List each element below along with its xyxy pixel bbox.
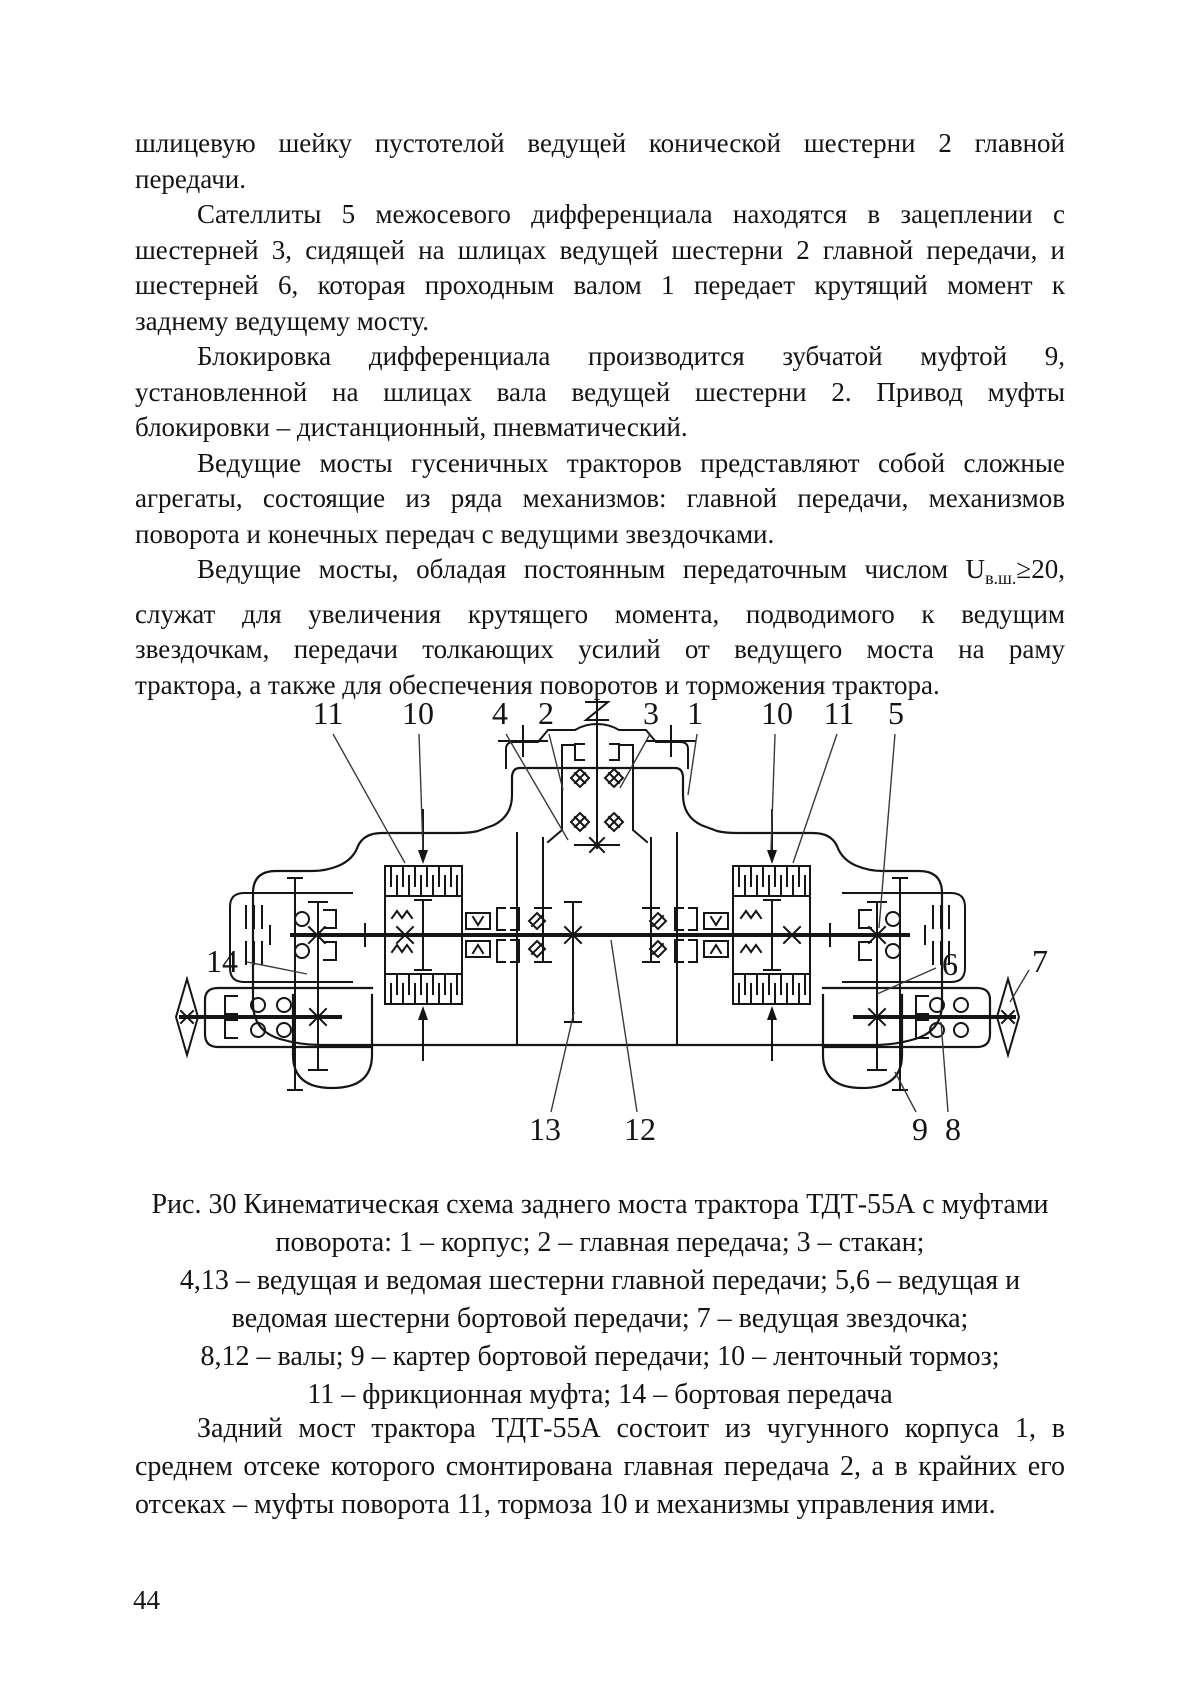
figure-label-1: 1 (687, 695, 703, 731)
final-drive-right (823, 878, 1019, 1090)
body-line: поворота и конечных передач с ведущими звездочками. (135, 518, 775, 549)
body-line: Задний мост трактора ТДТ-55А состоит из чугунного корпуса 1, в (197, 1413, 1065, 1444)
figure-label-5: 5 (888, 695, 904, 731)
body-line: Сателлиты 5 межосевого дифференциала находятся в зацеплении с (197, 199, 1065, 229)
body-text-top (135, 126, 1065, 703)
body-line: шестерней 3, сидящей на шлицах ведущей шестерни 2 главной передачи, и (135, 234, 1065, 265)
final-drive-left (176, 878, 372, 1090)
figure-label-9: 9 (912, 1111, 928, 1147)
body-line: Ведущие мосты гусеничных тракторов представляют собой сложные (197, 447, 1065, 478)
figure-label-6: 6 (942, 946, 958, 982)
figure-caption (135, 1186, 1065, 1414)
kinematic-diagram (0, 640, 1200, 1185)
body-line: передачи. (135, 163, 246, 194)
caption-line: 8,12 – валы; 9 – картер бортовой передачи; 10 – ленточный тормоз; (200, 1341, 1000, 1372)
body-line: агрегаты, состоящие из ряда механизмов: главной передачи, механизмов (135, 483, 1065, 513)
figure-label-3: 3 (643, 695, 659, 731)
caption-line: Рис. 30 Кинематическая схема заднего моста трактора ТДТ-55А с муфтами (151, 1189, 1049, 1220)
figure-label-14: 14 (206, 943, 238, 979)
body-line: установленной на шлицах вала ведущей шестерни 2. Привод муфты (135, 376, 1065, 407)
body-line: шлицевую шейку пустотелой ведущей конической шестерни 2 главной (135, 128, 1065, 158)
crown-wheel (565, 902, 581, 1022)
caption-line: 11 – фрикционная муфта; 14 – бортовая передача (307, 1379, 893, 1410)
body-line: отсеках – муфты поворота 11, тормоза 10 и механизмы управления ими. (135, 1489, 996, 1520)
bore-bearing-left (535, 838, 551, 962)
figure-label-4: 4 (492, 695, 508, 731)
figure-label-12: 12 (624, 1111, 656, 1147)
compartment-walls (517, 833, 677, 1045)
body-line: трактора, а также для обеспечения поворотов и торможения трактора. (135, 669, 940, 700)
body-line: среднем отсеке которого смонтирована главная передача 2, а в крайних его (135, 1451, 1065, 1482)
page-number: 44 (133, 1585, 160, 1615)
body-line: блокировки – дистанционный, пневматический. (135, 412, 688, 442)
formula-prefix: Ведущие мосты, обладая постоянным передаточным числом U (197, 554, 986, 584)
body-line: шестерней 6, которая проходным валом 1 передает крутящий момент к (135, 270, 1065, 300)
figure-label-10-right: 10 (761, 695, 793, 731)
caption-line: поворота: 1 – корпус; 2 – главная передача; 3 – стакан; (275, 1227, 925, 1258)
figure-labels (206, 695, 1048, 1147)
body-line: звездочкам, передачи толкающих усилий от ведущего моста на раму (135, 634, 1065, 664)
caption-line: 4,13 – ведущая и ведомая шестерни главной передачи; 5,6 – ведущая и (179, 1265, 1021, 1296)
figure-label-11-right: 11 (823, 695, 855, 731)
body-line-with-formula (135, 552, 1065, 597)
figure-label-10-left: 10 (402, 695, 434, 731)
body-text-bottom (135, 1410, 1065, 1524)
final-drive-housing-left (293, 995, 372, 1088)
formula-suffix: ≥20, (1016, 554, 1065, 584)
figure-label-13: 13 (529, 1111, 561, 1147)
figure-label-2: 2 (538, 695, 554, 731)
body-line: заднему ведущему мосту. (135, 305, 429, 336)
caption-line: ведомая шестерни бортовой передачи; 7 – ведущая звездочка; (231, 1303, 969, 1334)
body-line: Блокировка дифференциала производится зубчатой муфтой 9, (197, 341, 1065, 371)
figure-label-8: 8 (945, 1111, 961, 1147)
formula-subscript: в.ш. (985, 568, 1017, 588)
final-drive-housing-right (823, 995, 902, 1088)
figure-label-11-left: 11 (312, 695, 344, 731)
figure-label-7: 7 (1032, 943, 1048, 979)
body-line: служат для увеличения крутящего момента, подводимого к ведущим (135, 598, 1065, 629)
